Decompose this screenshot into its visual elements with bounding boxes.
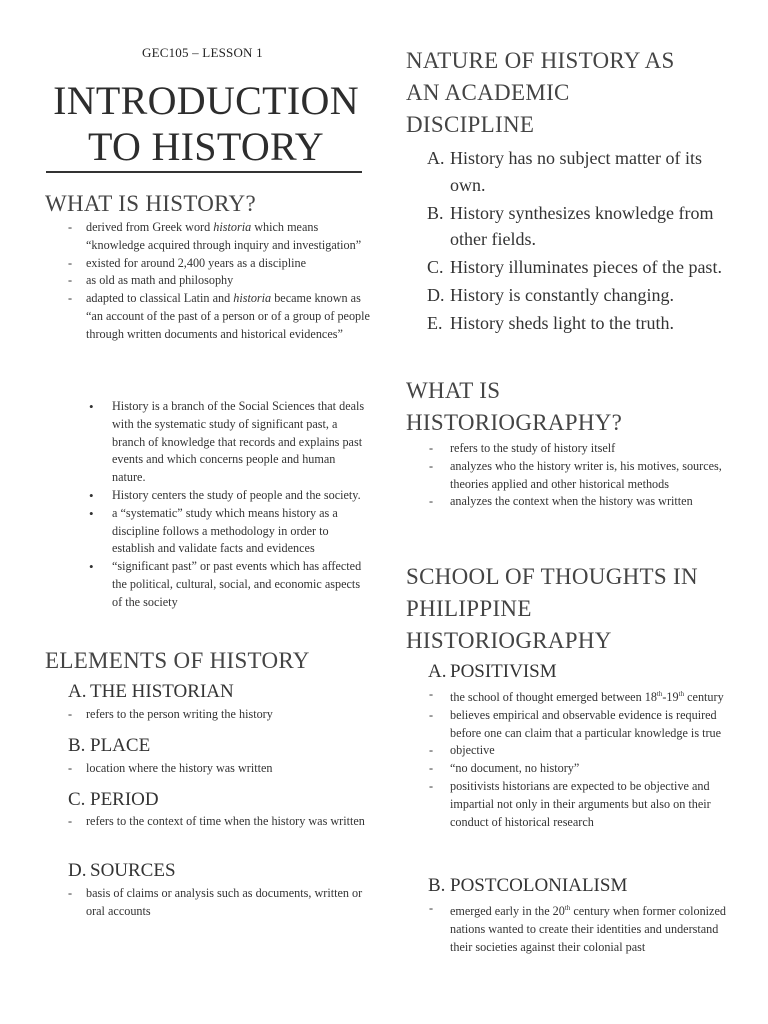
postcolonialism-list	[398, 900, 733, 956]
list-item: - basis of claims or analysis such as documents, written or oral accounts	[40, 885, 370, 921]
lesson-label: GEC105 – LESSON 1	[142, 45, 263, 60]
list-item: D. History is constantly changing.	[427, 285, 674, 305]
historia-term: historia	[213, 220, 252, 234]
nature-heading-line-1: NATURE OF HISTORY AS	[406, 48, 675, 73]
list-item: A. History has no subject matter of its own.	[427, 148, 702, 195]
list-item: B. History synthesizes knowledge from other fields.	[427, 202, 714, 249]
what-is-history-dash-list	[40, 219, 370, 344]
list-item: - analyzes the context when the history was written	[398, 493, 733, 511]
list-item: - existed for around 2,400 years as a discipline	[40, 255, 370, 273]
list-item: - analyzes who the history writer is, his motives, sources, theories applied and other historical methods	[398, 458, 733, 494]
list-item: - the school of thought emerged between 18th-19th century	[398, 686, 733, 707]
list-item: - refers to the context of time when the history was written	[40, 813, 370, 831]
list-item: - objective	[398, 742, 733, 760]
list-item: - believes empirical and observable evidence is required before one can claim that a particular knowledge is true	[398, 707, 733, 743]
element-period-list	[40, 813, 370, 831]
element-place-heading: B. PLACE	[68, 735, 151, 756]
page-title-line-1: INTRODUCTION	[53, 78, 359, 123]
element-sources-heading: D. SOURCES	[68, 860, 176, 881]
what-is-history-bullet-list	[40, 398, 370, 612]
page-title-line-2: TO HISTORY	[87, 124, 324, 169]
list-item: - location where the history was written	[40, 760, 370, 778]
list-item: • a “systematic” study which means history as a discipline follows a methodology in order to establish and validate facts and evidences	[40, 505, 370, 558]
positivism-heading: A. POSITIVISM	[428, 661, 557, 682]
what-is-history-heading: WHAT IS HISTORY?	[45, 191, 256, 216]
list-item: - emerged early in the 20th century when former colonized nations wanted to create their identities and understand their societies against their colonial past	[398, 900, 733, 956]
list-item: - derived from Greek word historia which means “knowledge acquired through inquiry and investigation”	[40, 219, 370, 255]
historiography-heading-line-2: HISTORIOGRAPHY?	[406, 410, 623, 435]
list-item: E. History sheds light to the truth.	[427, 313, 674, 333]
element-historian-list	[40, 706, 370, 724]
list-item: - as old as math and philosophy	[40, 272, 370, 290]
list-item: - refers to the study of history itself	[398, 440, 733, 458]
postcolonialism-heading: B. POSTCOLONIALISM	[428, 875, 628, 896]
schools-heading-line-3: HISTORIOGRAPHY	[406, 628, 612, 653]
list-item: C. History illuminates pieces of the past.	[427, 257, 722, 277]
list-item: - “no document, no history”	[398, 760, 733, 778]
historia-term: historia	[233, 291, 272, 306]
list-item: - adapted to classical Latin and historia became known as “an account of the past of a person or of a group of people through written documents and historical evidences”	[40, 290, 370, 343]
list-item: - refers to the person writing the history	[40, 706, 370, 724]
element-place-list	[40, 760, 370, 778]
historiography-heading-line-1: WHAT IS	[406, 378, 501, 403]
historiography-list	[398, 440, 733, 511]
schools-heading-line-2: PHILIPPINE	[406, 596, 532, 621]
list-item: • History centers the study of people and the society.	[40, 487, 370, 505]
nature-heading-line-3: DISCIPLINE	[406, 112, 535, 137]
schools-heading-line-1: SCHOOL OF THOUGHTS IN	[406, 564, 698, 589]
nature-list	[398, 145, 736, 338]
elements-heading: ELEMENTS OF HISTORY	[45, 648, 310, 673]
element-historian-heading: A. THE HISTORIAN	[68, 681, 234, 702]
list-item: • History is a branch of the Social Sciences that deals with the systematic study of significant past, a branch of knowledge that records and explains past events and which concerns people and human nature.	[40, 398, 370, 487]
element-sources-list	[40, 885, 370, 921]
element-period-heading: C. PERIOD	[68, 789, 159, 810]
nature-heading-line-2: AN ACADEMIC	[406, 80, 570, 105]
list-item: • “significant past” or past events which has affected the political, cultural, social, and economic aspects of the society	[40, 558, 370, 611]
list-item: - positivists historians are expected to be objective and impartial not only in their arguments but also on their conduct of historical research	[398, 778, 733, 831]
positivism-list	[398, 686, 733, 831]
title-underline	[46, 171, 362, 173]
